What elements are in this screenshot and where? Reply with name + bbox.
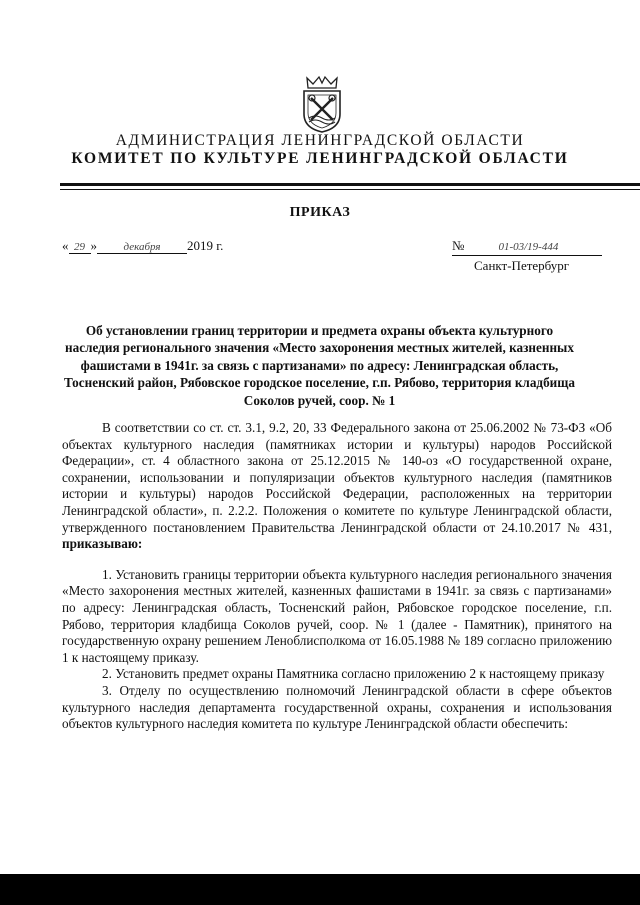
- date-year: 2019 г.: [187, 238, 224, 253]
- leningrad-oblast-coat-of-arms-icon: [299, 74, 345, 134]
- header-divider-thin: [60, 189, 640, 190]
- number-value: 01-03/19-444: [498, 241, 559, 253]
- number-prefix: №: [452, 238, 465, 253]
- order-word: приказываю:: [62, 536, 143, 552]
- committee-name: КОМИТЕТ ПО КУЛЬТУРЕ ЛЕНИНГРАДСКОЙ ОБЛАСТИ: [71, 150, 569, 167]
- document-body: [62, 420, 612, 733]
- organization-name: АДМИНИСТРАЦИЯ ЛЕНИНГРАДСКОЙ ОБЛАСТИ: [115, 132, 525, 149]
- document-city: Санкт-Петербург: [474, 258, 570, 273]
- number-underline: [452, 255, 602, 256]
- scan-bottom-edge: [0, 874, 640, 905]
- document-date: [62, 238, 223, 254]
- order-item-3: 3. Отделу по осуществлению полномочий Ленинградской области в сфере объектов культурного наследия департамента государственной охраны, сохранения и использования объектов культурного наследия комитета по культуре Ленинградской области обеспечить:: [62, 682, 612, 732]
- document-subject: Об установлении границ территории и предмета охраны объекта культурного наследия регионального значения «Место захоронения местных жителей, казненных фашистами в 1941г. за связь с партизанами» по адресу: Ленинградская область, Тосненский район, Рябовское городское поселение, г.п. Рябово, территория кладбища Соколов ручей, соор. № 1: [63, 323, 576, 408]
- date-open-quote: «: [62, 238, 69, 253]
- preamble-paragraph: [62, 420, 612, 553]
- date-close-quote: »: [90, 238, 97, 253]
- order-item-1: 1. Установить границы территории объекта культурного наследия регионального значения «Место захоронения местных жителей, казненных фашистами в 1941г. за связь с партизанами» по адресу: Ленинградская область, Тосненский район, Рябовское городское поселение, г.п. Рябово, территория кладбища Соколов ручей, соор. № 1 (далее - Памятник), принятого на государственную охрану решением Леноблисполкома от 16.05.1988 № 189 согласно приложению 1 к настоящему приказу.: [62, 566, 612, 665]
- header-divider-thick: [60, 183, 640, 186]
- preamble-text: В соответствии со ст. ст. 3.1, 9.2, 20, 33 Федерального закона от 25.06.2002 № 73-ФЗ «Об объектах культурного наследия (памятниках истории и культуры) народов Российской Федерации», ст. 4 областного закона от 25.12.2015 № 140-оз «О государственной охране, сохранении, использовании и популяризации объектов культурного наследия (памятников истории и культуры) народов Российской Федерации, расположенных на территории Ленинградской области», п. 2.2.2. Положения о комитете по культуре Ленинградской области, утвержденного постановлением Правительства Ленинградской области от 24.10.2017 № 431,: [62, 420, 612, 535]
- order-item-2: 2. Установить предмет охраны Памятника согласно приложению 2 к настоящему приказу: [102, 666, 605, 682]
- date-month: декабря: [97, 241, 187, 254]
- document-number: [452, 238, 592, 254]
- date-day: 29: [69, 241, 91, 254]
- document-title: ПРИКАЗ: [289, 205, 351, 220]
